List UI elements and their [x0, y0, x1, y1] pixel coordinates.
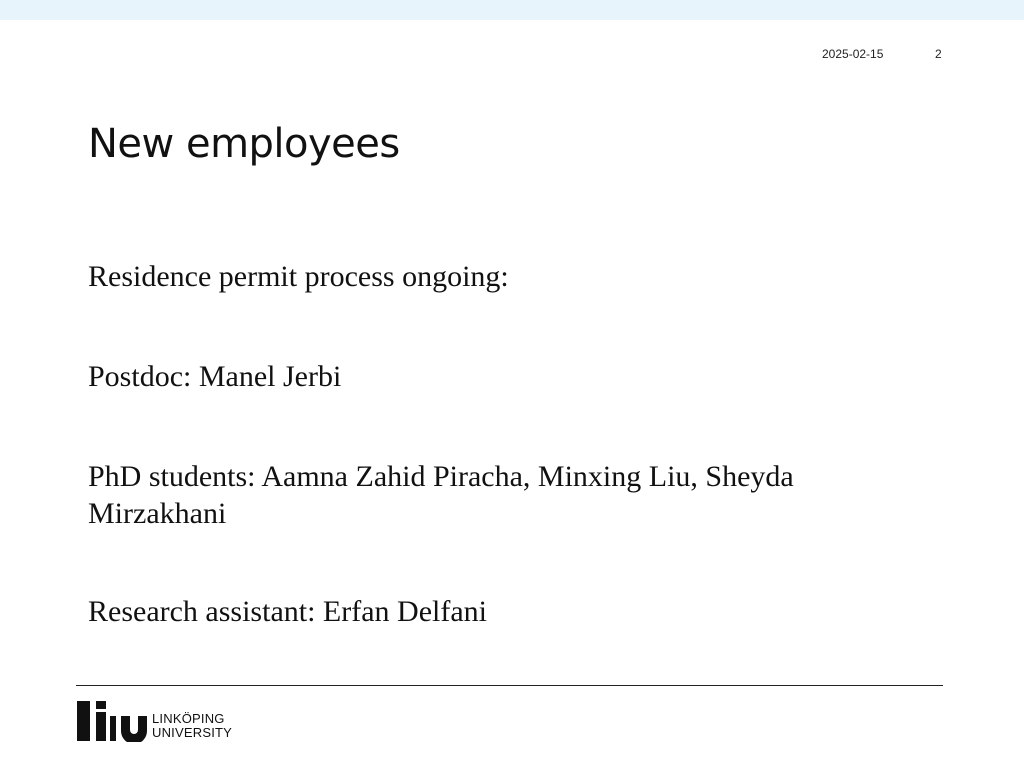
logo-line-1: LINKÖPING [152, 711, 225, 726]
paragraph-residence-permit: Residence permit process ongoing: [88, 260, 509, 293]
footer-divider [76, 685, 943, 686]
logo-wordmark [152, 712, 232, 740]
liu-logo-icon [76, 700, 148, 742]
slide-number: 2 [935, 47, 942, 61]
slide-date: 2025-02-15 [822, 47, 884, 61]
paragraph-phd-students: PhD students: Aamna Zahid Piracha, Minxing Liu, Sheyda Mirzakhani [88, 460, 794, 530]
slide-title: New employees [88, 121, 400, 167]
logo-line-2: UNIVERSITY [152, 725, 233, 740]
paragraph-postdoc: Postdoc: Manel Jerbi [88, 360, 342, 393]
top-band [0, 0, 1024, 20]
paragraph-research-assistant: Research assistant: Erfan Delfani [88, 595, 488, 628]
